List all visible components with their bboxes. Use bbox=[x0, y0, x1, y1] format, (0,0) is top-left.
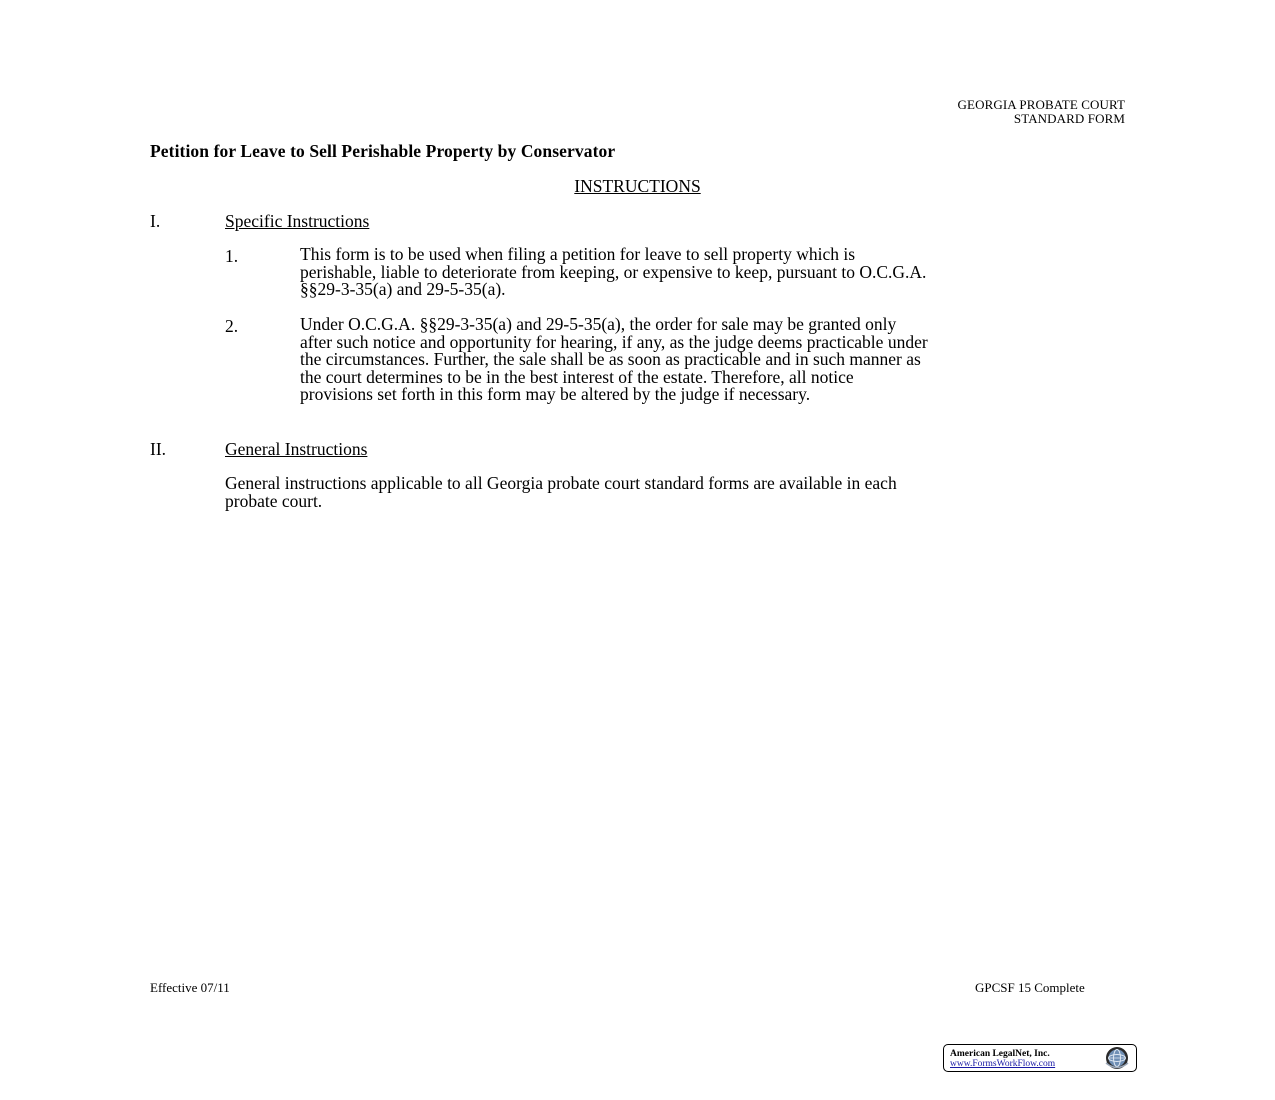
logo-url-link[interactable]: www.FormsWorkFlow.com bbox=[950, 1059, 1056, 1069]
item-text: Under O.C.G.A. §§29-3-35(a) and 29-5-35(a), the order for sale may be granted only after such notice and opportunity for hearing, if any, as the judge deems practicable under the circumstances. Further, the sale shall be as soon as practicable and in such manner as the court determines to be in the best interest of the estate. Therefore, all notice provisions set forth in this form may be altered by the judge if necessary. bbox=[300, 314, 928, 404]
publisher-logo bbox=[943, 1044, 1137, 1072]
item-number: 2. bbox=[225, 316, 239, 336]
instructions-heading: INSTRUCTIONS bbox=[574, 176, 701, 196]
section-numeral: I. bbox=[150, 211, 161, 231]
section-title: General Instructions bbox=[225, 439, 368, 459]
section-title: Specific Instructions bbox=[225, 211, 370, 231]
item-number: 1. bbox=[225, 246, 239, 266]
section-numeral: II. bbox=[150, 439, 167, 459]
general-instructions-text: General instructions applicable to all Georgia probate court standard forms are available in each probate court. bbox=[225, 473, 897, 511]
court-name: GEORGIA PROBATE COURT bbox=[957, 97, 1125, 112]
logo-company-name: American LegalNet, Inc. bbox=[950, 1049, 1050, 1059]
globe-icon bbox=[1102, 1046, 1132, 1070]
item-text: This form is to be used when filing a petition for leave to sell property which is perishable, liable to deteriorate from keeping, or expensive to keep, pursuant to O.C.G.A. §§29-3-35(a) and 29-5-35(a). bbox=[300, 244, 927, 299]
form-type: STANDARD FORM bbox=[1013, 111, 1125, 126]
form-title: Petition for Leave to Sell Perishable Property by Conservator bbox=[150, 141, 616, 161]
form-code: GPCSF 15 Complete bbox=[975, 980, 1085, 995]
court-header bbox=[958, 98, 1125, 126]
effective-date: Effective 07/11 bbox=[150, 980, 230, 995]
